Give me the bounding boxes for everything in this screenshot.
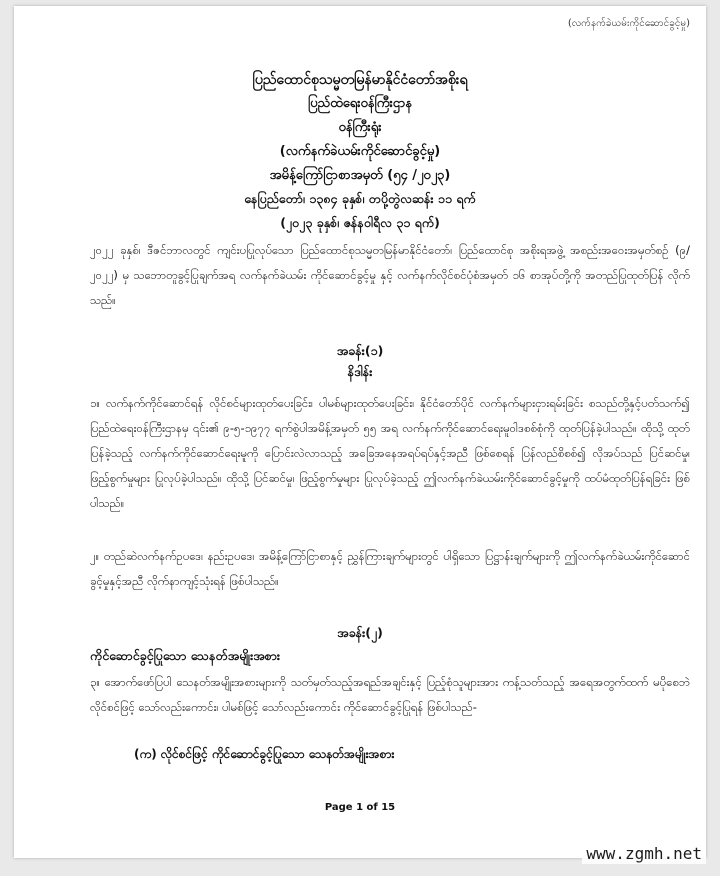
title-line-1: ပြည်ထောင်စုသမ္မတမြန်မာနိုင်ငံတော်အစိုးရ: [252, 72, 468, 88]
watermark: www.zgmh.net: [582, 843, 706, 864]
header-note: (လက်နက်ခဲယမ်းကိုင်ဆောင်ခွင့်မှု): [567, 18, 690, 29]
paragraph-2: ၂။ တည်ဆဲလက်နက်ဥပဒေ၊ နည်းဥပဒေ၊ အမိန့်ကြော်ငြာစာနှင့် ညွှန်ကြားချက်များတွင် ပါရှိသော ပြဋ္ဌာန်းချက်များကို ဤလက်နက်ခဲယမ်းကိုင်ဆောင်ခွင့်မှုနှင့်အညီ လိုက်နာကျင့်သုံးရန် ဖြစ်ပါသည်။: [90, 549, 690, 588]
paragraph-3: ၃။ အောက်ဖော်ပြပါ သေနတ်အမျိုးအစားများကို သတ်မှတ်သည့်အရည်အချင်းနှင့် ပြည့်စုံသူများအား ကန့်သတ်သည့် အရေအတွက်ထက် မပိုစေဘဲလိုင်စင်ဖြင့် သော်လည်းကောင်း၊ ပါမစ်ဖြင့် သော်လည်းကောင်း ကိုင်ဆောင်ခွင့်ပြုရန် ဖြစ်ပါသည်-: [90, 675, 690, 714]
date-line-myanmar: နေပြည်တော်၊ ၁၃၈၄ ခုနှစ်၊ တပို့တွဲလဆန်း ၁၁ ရက်: [244, 191, 476, 206]
title-line-3: ဝန်ကြီးရုံး: [338, 120, 382, 135]
paragraph-1: ၁။ လက်နက်ကိုင်ဆောင်ရန် လိုင်စင်များထုတ်ပေးခြင်း၊ ပါမစ်များထုတ်ပေးခြင်း၊ နိုင်ငံတော်ပိုင် လက်နက်များငှားရမ်းခြင်း စသည်တို့နှင့်ပတ်သက်၍ ပြည်ထဲရေးဝန်ကြီးဌာနမှ ၎င်း၏ ၉-၅-၁၉၇၇ ရက်စွဲပါအမိန့်အမှတ် ၅၅ အရ လက်နက်ကိုင်ဆောင်ရေးမူဝါဒစစ်စုံကို ထုတ်ပြန်ခဲ့ပါသည်။ ထိုသို့ ထုတ်ပြန်ခဲ့သည့် လက်နက်ကိုင်ဆောင်ရေးမူကို ပြောင်းလဲလာသည့် အခြေအနေအရပ်ရပ်နှင့်အညီ ဖြစ်စေရန် ပြန်လည်စိစစ်၍ လိုအပ်သည် ပြင်ဆင်မှု၊ ဖြည့်စွက်မှုများ ပြုလုပ်ခဲ့ပါသည်။ ထိုသို့ ပြင်ဆင်မှု၊ ဖြည့်စွက်မှုများ ပြုလုပ်ခဲ့သည့် ဤလက်နက်ခဲယမ်းကိုင်ဆောင်ခွင့်မှုကို ထပ်မံထုတ်ပြန်ရခြင်း ဖြစ်ပါသည်။: [90, 396, 690, 510]
date-line-gregorian: (၂၀၂၃ ခုနှစ်၊ ဇန်နဝါရီလ ၃၁ ရက်): [280, 215, 440, 230]
order-number: အမိန့်ကြော်ငြာစာအမှတ် (၅၄ /၂၀၂၃): [269, 168, 451, 183]
intro-paragraph: ၂၀၂၂ ခုနှစ်၊ ဒီဇင်ဘာလတွင် ကျင်းပပြုလုပ်သော ပြည်ထောင်စုသမ္မတမြန်မာနိုင်ငံတော်၊ ပြည်ထောင်စု အစိုးရအဖွဲ့ အစည်းအဝေးအမှတ်စဉ် (၉/ ၂၀၂၂) မှ သဘောတူခွင့်ပြုချက်အရ လက်နက်ခဲယမ်း ကိုင်ဆောင်ခွင့်မှု နှင့် လက်နက်လိုင်စင်ပုံစံအမှတ် ၁၆ စာအုပ်တို့ကို အတည်ပြုထုတ်ပြန် လိုက်သည်။: [90, 243, 690, 307]
chapter-1-heading: အခန်း(၁): [336, 343, 384, 358]
title-line-4: (လက်နက်ခဲယမ်းကိုင်ဆောင်ခွင့်မှု): [279, 144, 441, 159]
document-page: [14, 6, 706, 858]
title-line-2: ပြည်ထဲရေးဝန်ကြီးဌာန: [307, 96, 413, 111]
chapter-1-subheading: နိဒါန်း: [347, 364, 373, 379]
page-number: Page 1 of 15: [324, 802, 396, 813]
chapter-2-subheading: ကိုင်ဆောင်ခွင့်ပြုသော သေနတ်အမျိုးအစား: [90, 648, 281, 663]
chapter-2-heading: အခန်း(၂): [337, 625, 383, 640]
paragraph-3a: (က) လိုင်စင်ဖြင့် ကိုင်ဆောင်ခွင့်ပြုသော သေနတ်အမျိုးအစား: [134, 747, 395, 761]
